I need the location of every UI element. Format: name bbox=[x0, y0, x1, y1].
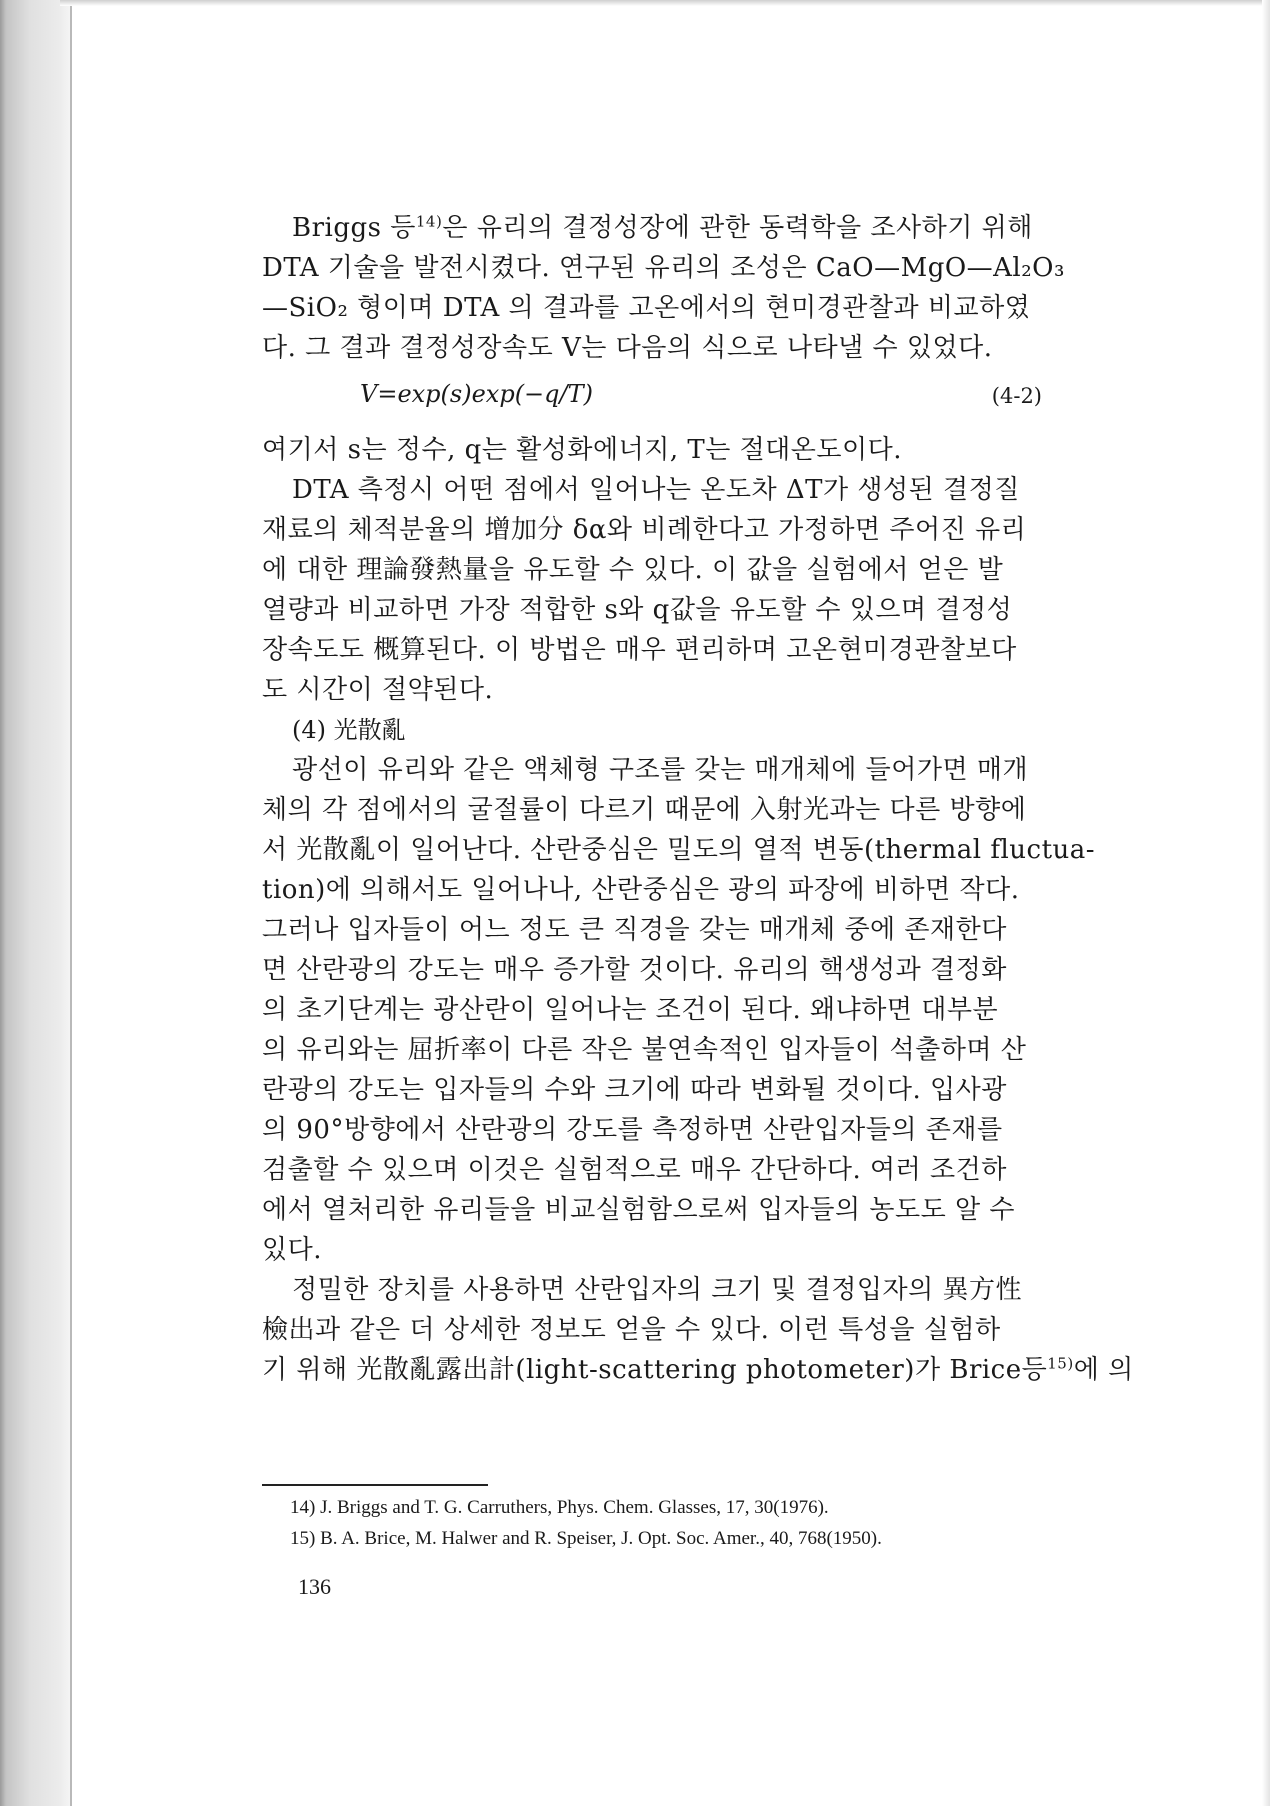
paragraph-photometer bbox=[262, 1270, 1134, 1390]
paragraph-light-scattering bbox=[262, 750, 1096, 1270]
footnotes bbox=[290, 1492, 1090, 1554]
text-line: DTA 기술을 발전시켰다. 연구된 유리의 조성은 CaO—MgO—Al₂O₃ bbox=[262, 253, 1065, 283]
footnote-14: 14) J. Briggs and T. G. Carruthers, Phys. Chem. Glasses, 17, 30(1976). bbox=[290, 1497, 829, 1518]
footnote-divider bbox=[262, 1484, 488, 1486]
text-line: 에서 열처리한 유리들을 비교실험함으로써 입자들의 농도도 알 수 bbox=[262, 1195, 1015, 1225]
text-line: 그러나 입자들이 어느 정도 큰 직경을 갖는 매개체 중에 존재한다 bbox=[262, 915, 1007, 945]
page-top-edge bbox=[60, 0, 1270, 6]
text-line: 란광의 강도는 입자들의 수와 크기에 따라 변화될 것이다. 입사광 bbox=[262, 1075, 1007, 1105]
text-span: 은 유리의 결정성장에 관한 동력학을 조사하기 위해 bbox=[442, 213, 1033, 243]
text-span: Briggs 등 bbox=[292, 213, 416, 243]
equation-number: (4-2) bbox=[991, 384, 1042, 408]
equation-4-2 bbox=[262, 370, 1072, 430]
page-number: 136 bbox=[298, 1574, 331, 1599]
text-line: 재료의 체적분율의 增加分 δα와 비례한다고 가정하면 주어진 유리 bbox=[262, 515, 1027, 545]
text-line: 장속도도 概算된다. 이 방법은 매우 편리하며 고온현미경관찰보다 bbox=[262, 635, 1017, 665]
citation-ref-15: 15) bbox=[1047, 1354, 1074, 1373]
page-body bbox=[262, 208, 1134, 1390]
text-line: 의 90°방향에서 산란광의 강도를 측정하면 산란입자들의 존재를 bbox=[262, 1115, 1003, 1145]
text-line: 의 유리와는 屈折率이 다른 작은 불연속적인 입자들이 석출하며 산 bbox=[262, 1035, 1027, 1065]
text-line bbox=[262, 208, 1072, 248]
text-line: 도 시간이 절약된다. bbox=[262, 675, 494, 705]
page-right-edge bbox=[1262, 0, 1270, 1806]
text-line: —SiO₂ 형이며 DTA 의 결과를 고온에서의 현미경관찰과 비교하였 bbox=[262, 293, 1031, 323]
text-line: 에 대한 理論發熱量을 유도할 수 있다. 이 값을 실험에서 얻은 발 bbox=[262, 555, 1004, 585]
text-line: 여기서 s는 정수, q는 활성화에너지, T는 절대온도이다. bbox=[262, 435, 903, 465]
text-line: 검출할 수 있으며 이것은 실험적으로 매우 간단하다. 여러 조건하 bbox=[262, 1155, 1007, 1185]
text-line: 열량과 비교하면 가장 적합한 s와 q값을 유도할 수 있으며 결정성 bbox=[262, 595, 1013, 625]
text-line: 광선이 유리와 같은 액체형 구조를 갖는 매개체에 들어가면 매개 bbox=[292, 755, 1029, 785]
text-line: tion)에 의해서도 일어나나, 산란중심은 광의 파장에 비하면 작다. bbox=[262, 875, 1020, 905]
equation-formula: V=exp(s)exp(−q/T) bbox=[360, 380, 593, 408]
book-spine-shadow bbox=[0, 0, 72, 1806]
text-line: 체의 각 점에서의 굴절률이 다르기 때문에 入射光과는 다른 방향에 bbox=[262, 795, 1027, 825]
paragraph-briggs bbox=[262, 208, 1072, 368]
footnote-15: 15) B. A. Brice, M. Halwer and R. Speiser, J. Opt. Soc. Amer., 40, 768(1950). bbox=[290, 1528, 882, 1549]
section-heading: (4) 光散亂 bbox=[292, 716, 406, 744]
text-line: 면 산란광의 강도는 매우 증가할 것이다. 유리의 핵생성과 결정화 bbox=[262, 955, 1007, 985]
citation-ref-14: 14) bbox=[415, 212, 443, 231]
text-line bbox=[262, 1350, 1134, 1390]
paragraph-variables bbox=[262, 430, 1072, 470]
text-line: 의 초기단계는 광산란이 일어나는 조건이 된다. 왜냐하면 대부분 bbox=[262, 995, 999, 1025]
paragraph-dta bbox=[262, 470, 1072, 710]
text-line: 檢出과 같은 더 상세한 정보도 얻을 수 있다. 이런 특성을 실험하 bbox=[262, 1315, 1001, 1345]
text-line: 다. 그 결과 결정성장속도 V는 다음의 식으로 나타낼 수 있었다. bbox=[262, 333, 993, 363]
text-line: 정밀한 장치를 사용하면 산란입자의 크기 및 결정입자의 異方性 bbox=[292, 1275, 1023, 1305]
text-span: 기 위해 光散亂露出計(light-scattering photometer)가 Brice등 bbox=[262, 1355, 1048, 1385]
text-span: 에 의 bbox=[1073, 1355, 1134, 1385]
text-line: 있다. bbox=[262, 1235, 322, 1265]
text-line: 서 光散亂이 일어난다. 산란중심은 밀도의 열적 변동(thermal fluctua- bbox=[262, 835, 1096, 865]
text-line: DTA 측정시 어떤 점에서 일어나는 온도차 ΔT가 생성된 결정질 bbox=[292, 475, 1020, 505]
